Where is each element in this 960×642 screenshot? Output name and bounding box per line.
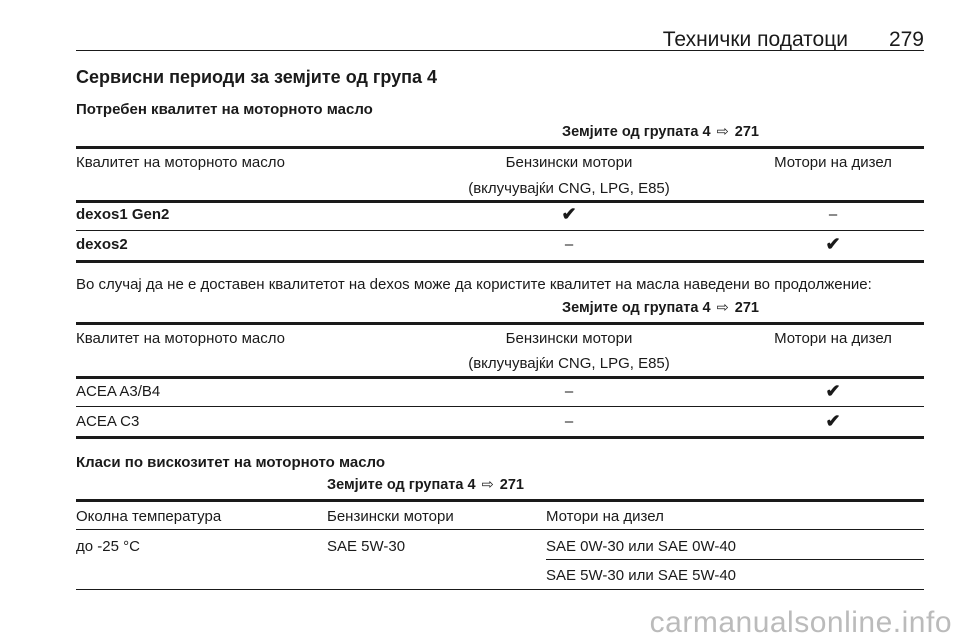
table-bottom-rule [76, 589, 924, 590]
col-header-petrol: Бензински мотори [505, 330, 633, 347]
col-header-petrol: Бензински мотори [505, 154, 633, 171]
row-divider [76, 529, 924, 530]
table-row-petrol: SAE 5W-30 [327, 538, 406, 555]
dash-value: – [828, 206, 838, 223]
viscosity-group-head [327, 477, 524, 493]
watermark-text: carmanualsonline.info [649, 606, 952, 639]
table-row-diesel: SAE 5W-30 или SAE 5W-40 [546, 567, 737, 584]
header-title: Технички податоци [662, 28, 848, 51]
manual-page [76, 0, 924, 642]
dash-value: – [564, 236, 574, 253]
page-ref-link[interactable]: 271 [734, 300, 759, 316]
row-divider [76, 230, 924, 231]
page-ref-link[interactable]: 271 [499, 477, 524, 493]
group-head-text: Земјите од групата 4 [562, 300, 711, 316]
quality-group-head [562, 124, 759, 140]
group-head-text: Земјите од групата 4 [327, 477, 476, 493]
check-icon: ✔ [825, 234, 841, 254]
table-row-name: dexos2 [76, 236, 128, 253]
col-header-petrol-note: (вклучувајќи CNG, LPG, E85) [468, 355, 670, 372]
alt-group-head [562, 300, 759, 316]
section-title: Сервисни периоди за земјите од група 4 [76, 67, 438, 87]
row-divider [546, 559, 924, 560]
table-row-diesel: SAE 0W-30 или SAE 0W-40 [546, 538, 737, 555]
table-header-rule [76, 376, 924, 379]
header-rule [76, 50, 924, 51]
table-bottom-rule [76, 260, 924, 263]
check-icon: ✔ [825, 381, 841, 401]
table-top-rule [76, 499, 924, 502]
group-head-text: Земјите од групата 4 [562, 124, 711, 140]
viscosity-title: Класи по вискозитет на моторното масло [76, 454, 386, 471]
col-header-petrol: Бензински мотори [327, 508, 454, 525]
table-header-rule [76, 200, 924, 203]
arrow-right-icon: ⇨ [481, 477, 494, 493]
quality-title: Потребен квалитет на моторното масло [76, 101, 373, 118]
table-top-rule [76, 322, 924, 325]
check-icon: ✔ [561, 204, 577, 224]
col-header-petrol-note: (вклучувајќи CNG, LPG, E85) [468, 180, 670, 197]
note-text: Во случај да не е доставен квалитетот на dexos може да користите квалитет на масла наведени во продолжение: [76, 276, 872, 293]
col-header-diesel: Мотори на дизел [774, 154, 892, 171]
page-header [76, 28, 924, 52]
table-row-name: ACEA C3 [76, 413, 140, 430]
check-icon: ✔ [825, 411, 841, 431]
table-row-name: dexos1 Gen2 [76, 206, 170, 223]
table-row-name: ACEA A3/B4 [76, 383, 161, 400]
dash-value: – [564, 383, 574, 400]
page-ref-link[interactable]: 271 [734, 124, 759, 140]
arrow-right-icon: ⇨ [716, 124, 729, 140]
table-bottom-rule [76, 436, 924, 439]
dash-value: – [564, 413, 574, 430]
col-header-quality: Квалитет на моторното масло [76, 330, 286, 347]
col-header-quality: Квалитет на моторното масло [76, 154, 286, 171]
col-header-diesel: Мотори на дизел [774, 330, 892, 347]
col-header-diesel: Мотори на дизел [546, 508, 664, 525]
arrow-right-icon: ⇨ [716, 300, 729, 316]
page-number: 279 [888, 28, 924, 51]
row-divider [76, 406, 924, 407]
table-top-rule [76, 146, 924, 149]
col-header-temperature: Околна температура [76, 508, 222, 525]
table-row-temp: до -25 °C [76, 538, 140, 555]
